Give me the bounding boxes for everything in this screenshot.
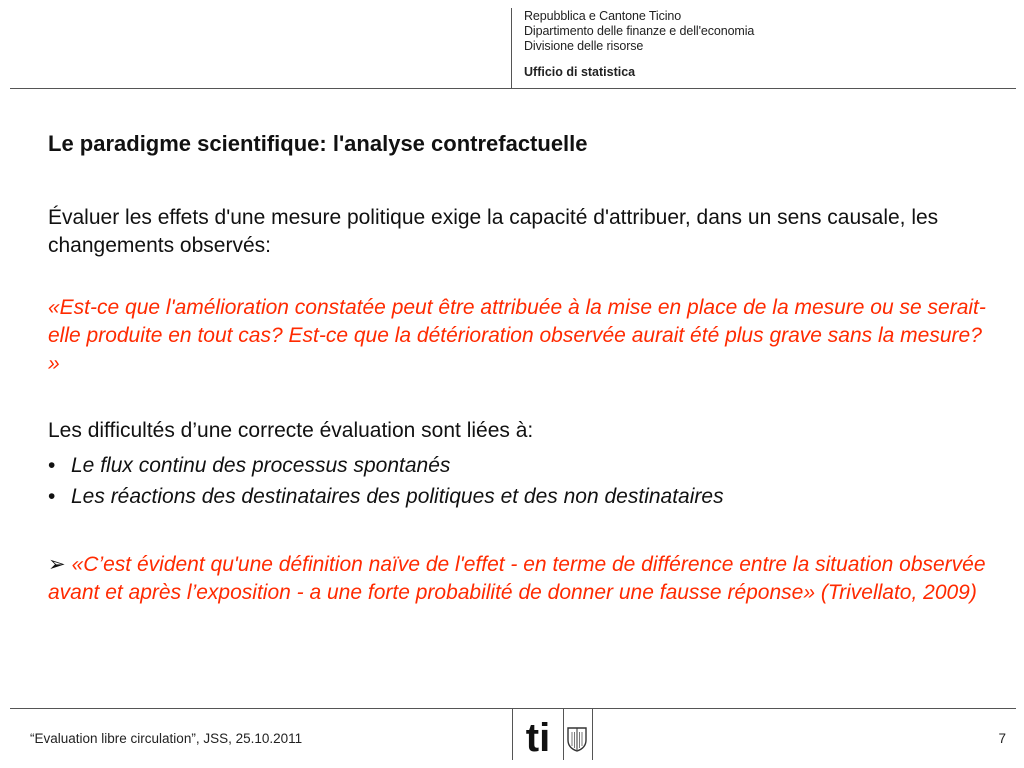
canton-crest-icon <box>566 726 588 752</box>
logo-text: ti <box>525 716 551 759</box>
difficulties-list <box>48 452 724 514</box>
bullet-marker: • <box>48 485 56 508</box>
org-line-department: Dipartimento delle finanze e dell'economia <box>524 24 755 38</box>
org-line-canton: Repubblica e Cantone Ticino <box>524 9 682 23</box>
footer-divider <box>563 708 564 760</box>
question-paragraph: «Est-ce que l'amélioration constatée peut être attribuée à la mise en place de la mesure ou se serait-elle produite en tout cas? Est-ce que la détérioration observée aurait été plus grave sans la mesure? » <box>48 296 986 375</box>
office-name: Ufficio di statistica <box>524 65 636 79</box>
arrow-marker-icon: ➢ <box>48 553 66 576</box>
footer-rule <box>10 708 1016 709</box>
header-divider <box>511 8 512 88</box>
footer-caption: “Evaluation libre circulation”, JSS, 25.10.2011 <box>30 731 303 746</box>
list-item <box>48 452 724 480</box>
quote-text: «C’est évident qu'une définition naïve de l'effet - en terme de différence entre la situation observée avant et après l’exposition - a une forte probabilité de donner une fausse réponse» (Trivellato, 2009) <box>48 553 986 604</box>
bullet-text: Les réactions des destinataires des politiques et des non destinataires <box>71 485 724 508</box>
bullet-marker: • <box>48 454 56 477</box>
bullet-text: Le flux continu des processus spontanés <box>71 454 451 477</box>
difficulties-intro: Les difficultés d’une correcte évaluation sont liées à: <box>48 419 534 442</box>
footer-divider <box>592 708 593 760</box>
page-number: 7 <box>998 731 1006 746</box>
list-item <box>48 483 724 511</box>
intro-paragraph: Évaluer les effets d'une mesure politique exige la capacité d'attribuer, dans un sens causale, les changements observés: <box>48 206 939 257</box>
org-line-division: Divisione delle risorse <box>524 39 644 53</box>
slide-title: Le paradigme scientifique: l'analyse contrefactuelle <box>48 131 588 156</box>
ticino-logo <box>513 713 563 759</box>
header-rule <box>10 88 1016 89</box>
quote-paragraph <box>48 551 988 607</box>
